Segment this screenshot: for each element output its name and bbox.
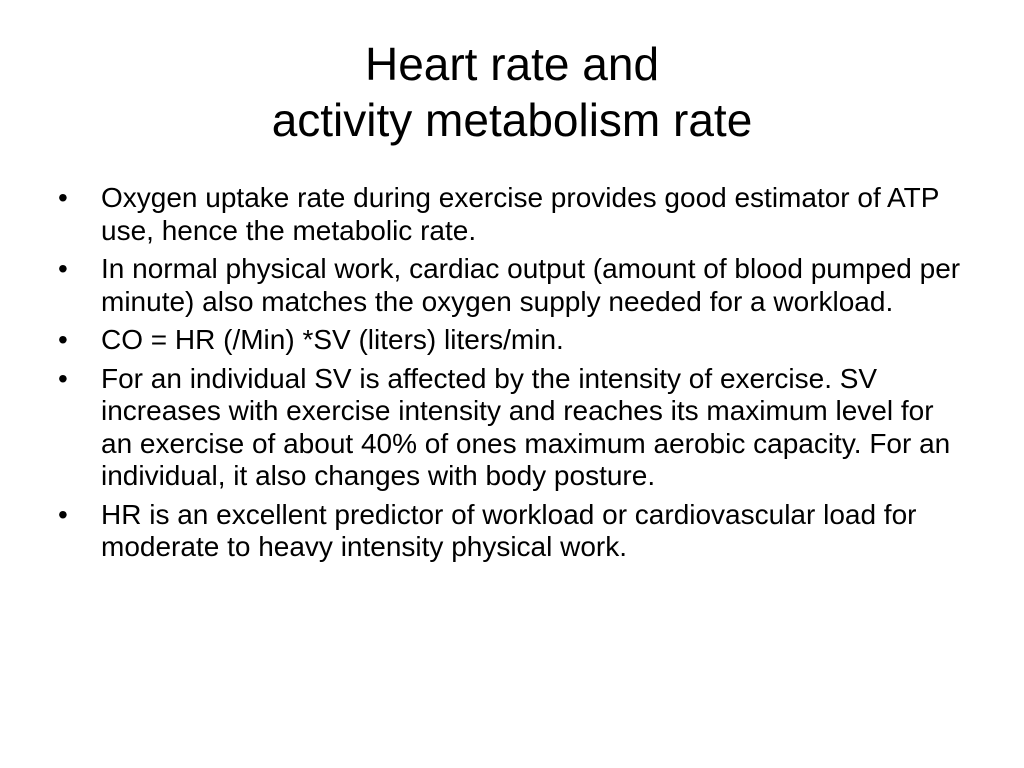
bullet-item [58, 182, 968, 247]
slide-title [0, 36, 1024, 148]
bullet-text: CO = HR (/Min) *SV (liters) liters/min. [101, 324, 564, 355]
slide-title-line-2: activity metabolism rate [271, 94, 753, 146]
bullet-item [58, 363, 968, 493]
bullet-text: Oxygen uptake rate during exercise provides good estimator of ATP use, hence the metabolic rate. [101, 182, 939, 246]
bullet-text: HR is an excellent predictor of workload or cardiovascular load for moderate to heavy intensity physical work. [101, 498, 917, 562]
slide-title-line-1: Heart rate and [364, 38, 660, 90]
bullet-text: In normal physical work, cardiac output (amount of blood pumped per minute) also matches the oxygen supply needed for a workload. [101, 253, 961, 317]
bullet-marker: • [58, 362, 68, 394]
bullet-item [58, 499, 968, 564]
bullet-list [58, 182, 968, 570]
bullet-item [58, 253, 968, 318]
bullet-marker: • [58, 324, 68, 355]
bullet-item [58, 324, 968, 357]
bullet-marker: • [58, 253, 68, 284]
bullet-text: For an individual SV is affected by the intensity of exercise. SV increases with exercise intensity and reaches its maximum level for an exercise of about 40% of ones maximum aerobic capacity. For an individual, it also changes with body posture. [101, 362, 951, 491]
bullet-marker: • [58, 498, 68, 530]
bullet-marker: • [58, 182, 68, 213]
